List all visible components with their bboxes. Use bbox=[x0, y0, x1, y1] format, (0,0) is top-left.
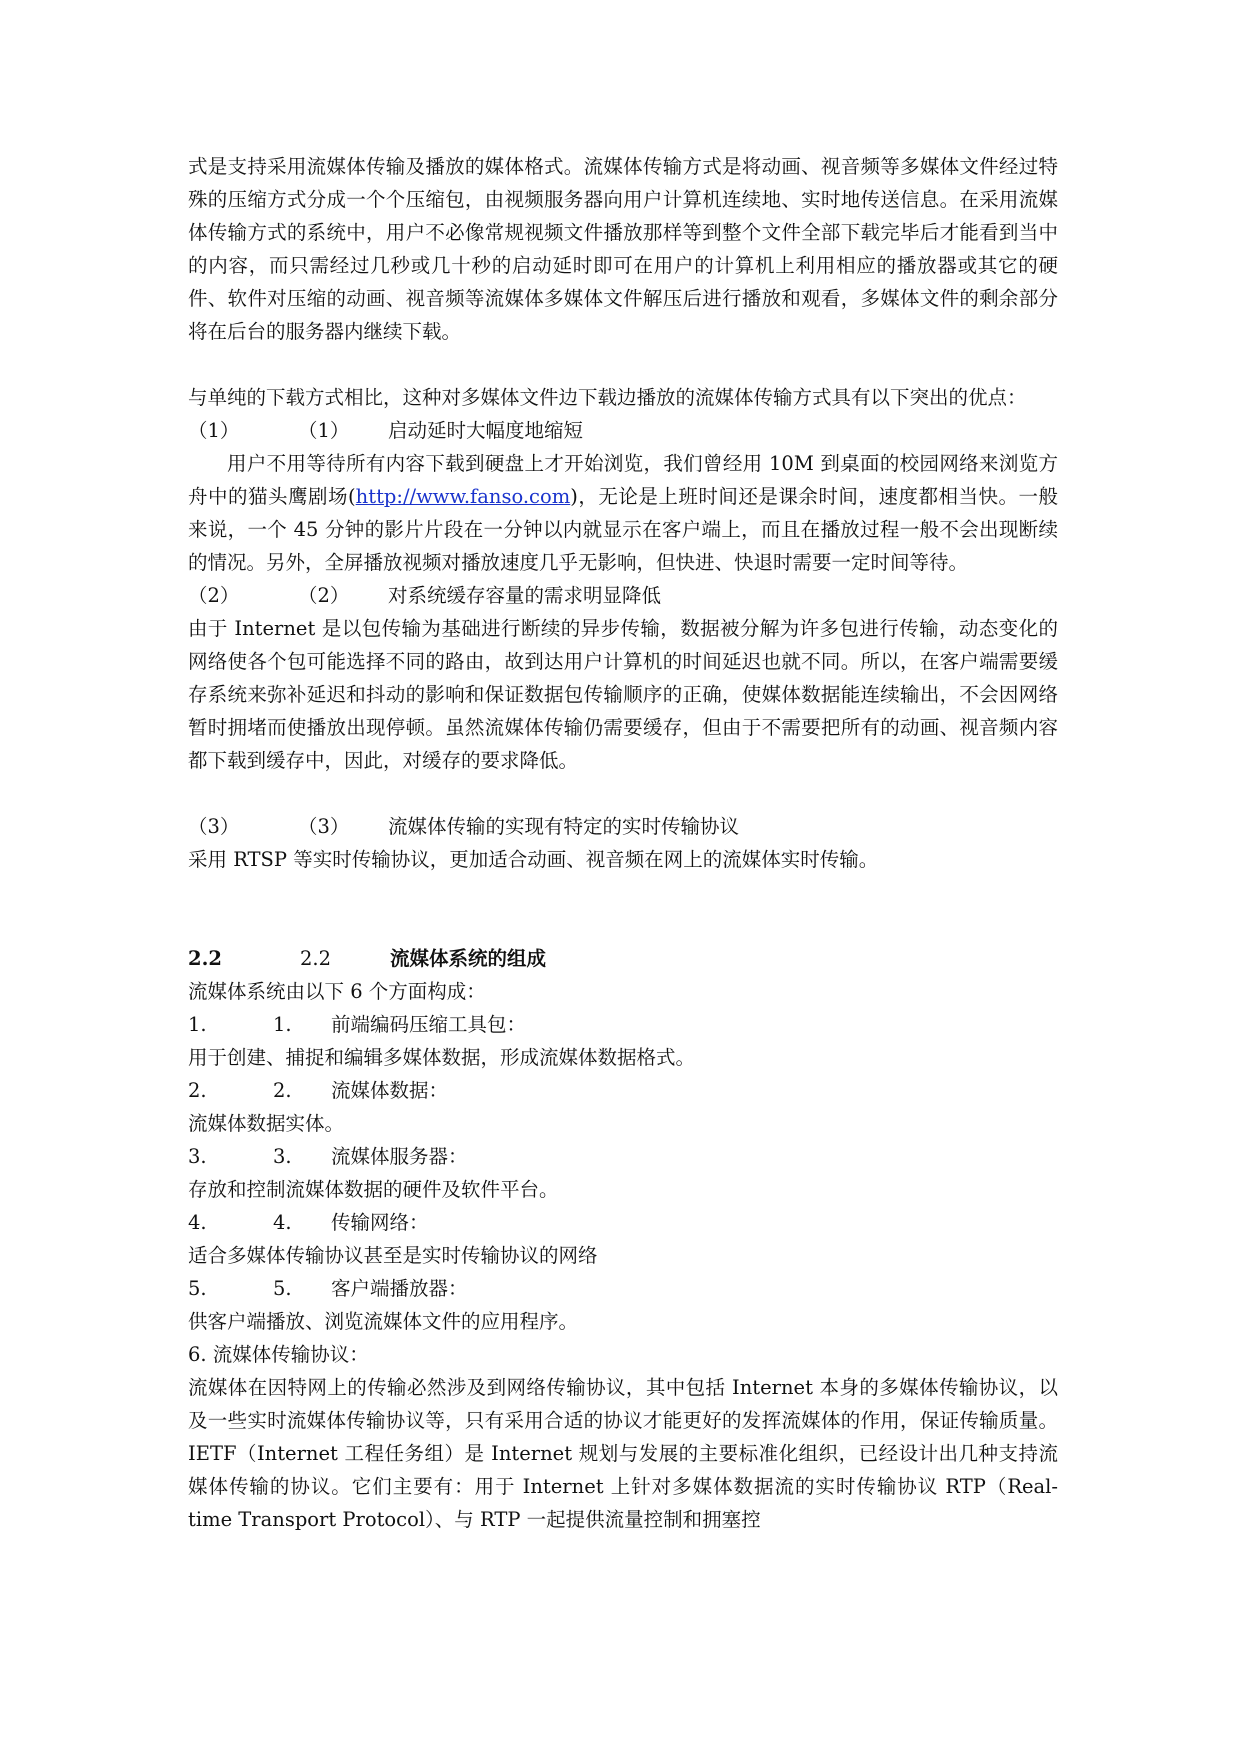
list-number-secondary: （2） bbox=[298, 584, 350, 607]
component-heading-5 bbox=[188, 1272, 1058, 1305]
list-number: 3. bbox=[188, 1145, 207, 1168]
advantage-heading-2 bbox=[188, 579, 1058, 612]
advantage-body-3: 采用 RTSP 等实时传输协议，更加适合动画、视音频在网上的流媒体实时传输。 bbox=[188, 848, 879, 871]
paragraph-streaming-intro: 式是支持采用流媒体传输及播放的媒体格式。流媒体传输方式是将动画、视音频等多媒体文件经过特殊的压缩方式分成一个个压缩包，由视频服务器向用户计算机连续地、实时地传送信息。在采用流媒体传输方式的系统中，用户不必像常规视频文件播放那样等到整个文件全部下载完毕后才能看到当中的内容，而只需经过几秒或几十秒的启动延时即可在用户的计算机上利用相应的播放器或其它的硬件、软件对压缩的动画、视音频等流媒体多媒体文件解压后进行播放和观看，多媒体文件的剩余部分将在后台的服务器内继续下载。 bbox=[188, 155, 1058, 343]
section-intro: 流媒体系统由以下 6 个方面构成： bbox=[188, 980, 486, 1003]
component-body-1: 用于创建、捕捉和编辑多媒体数据，形成流媒体数据格式。 bbox=[188, 1046, 696, 1069]
section-title: 流媒体系统的组成 bbox=[390, 947, 547, 970]
list-number-secondary: 1. bbox=[273, 1013, 292, 1036]
list-number: （3） bbox=[188, 815, 240, 838]
list-number: 1. bbox=[188, 1013, 207, 1036]
list-number: 5. bbox=[188, 1277, 207, 1300]
component-heading-6: 6. 流媒体传输协议： bbox=[188, 1343, 369, 1366]
advantage-title: 启动延时大幅度地缩短 bbox=[388, 419, 584, 442]
component-body-3: 存放和控制流媒体数据的硬件及软件平台。 bbox=[188, 1178, 559, 1201]
component-title: 前端编码压缩工具包： bbox=[331, 1013, 527, 1036]
list-number-secondary: （1） bbox=[298, 419, 350, 442]
component-title: 流媒体服务器： bbox=[331, 1145, 468, 1168]
component-heading-1 bbox=[188, 1008, 1058, 1041]
advantage-heading-1 bbox=[188, 414, 1058, 447]
section-number-secondary: 2.2 bbox=[300, 947, 332, 970]
list-number-secondary: 4. bbox=[273, 1211, 292, 1234]
component-heading-3 bbox=[188, 1140, 1058, 1173]
advantage-body-2: 由于 Internet 是以包传输为基础进行断续的异步传输，数据被分解为许多包进行传输，动态变化的网络使各个包可能选择不同的路由，故到达用户计算机的时间延迟也就不同。所以，在客户端需要缓存系统来弥补延迟和抖动的影响和保证数据包传输顺序的正确，使媒体数据能连续输出，不会因网络暂时拥堵而使播放出现停顿。虽然流媒体传输仍需要缓存，但由于不需要把所有的动画、视音频内容都下载到缓存中，因此，对缓存的要求降低。 bbox=[188, 617, 1058, 772]
list-number-secondary: （3） bbox=[298, 815, 350, 838]
list-number-secondary: 5. bbox=[273, 1277, 292, 1300]
advantage-title: 对系统缓存容量的需求明显降低 bbox=[388, 584, 662, 607]
paragraph-advantages-intro: 与单纯的下载方式相比，这种对多媒体文件边下载边播放的流媒体传输方式具有以下突出的优点： bbox=[188, 386, 1027, 409]
fanso-link[interactable]: http://www.fanso.com bbox=[355, 485, 571, 508]
component-title: 流媒体数据： bbox=[331, 1079, 449, 1102]
section-number: 2.2 bbox=[188, 947, 222, 970]
list-number: 4. bbox=[188, 1211, 207, 1234]
advantage-title: 流媒体传输的实现有特定的实时传输协议 bbox=[388, 815, 740, 838]
component-body-4: 适合多媒体传输协议甚至是实时传输协议的网络 bbox=[188, 1244, 598, 1267]
list-number: 2. bbox=[188, 1079, 207, 1102]
component-title: 传输网络： bbox=[331, 1211, 429, 1234]
list-number: （1） bbox=[188, 419, 240, 442]
component-body-2: 流媒体数据实体。 bbox=[188, 1112, 345, 1135]
component-body-5: 供客户端播放、浏览流媒体文件的应用程序。 bbox=[188, 1310, 579, 1333]
section-heading bbox=[188, 942, 1058, 975]
advantage-heading-3 bbox=[188, 810, 1058, 843]
document-body bbox=[188, 150, 1058, 1536]
component-body-6: 流媒体在因特网上的传输必然涉及到网络传输协议，其中包括 Internet 本身的多媒体传输协议，以及一些实时流媒体传输协议等，只有采用合适的协议才能更好的发挥流媒体的作用，保证传输质量。IETF（Internet 工程任务组）是 Internet 规划与发展的主要标准化组织，已经设计出几种支持流媒体传输的协议。它们主要有：用于 Internet 上针对多媒体数据流的实时传输协议 RTP（Real-time Transport Protocol）、与 RTP 一起提供流量控制和拥塞控 bbox=[188, 1376, 1058, 1531]
component-heading-2 bbox=[188, 1074, 1058, 1107]
list-number-secondary: 2. bbox=[273, 1079, 292, 1102]
advantage-body-1: 用户不用等待所有内容下载到硬盘上才开始浏览，我们曾经用 10M 到桌面的校园网络来浏览方舟中的猫头鹰剧场(http://www.fanso.com)，无论是上班时间还是课余时间，速度都相当快。一般来说，一个 45 分钟的影片片段在一分钟以内就显示在客户端上，而且在播放过程一般不会出现断续的情况。另外，全屏播放视频对播放速度几乎无影响，但快进、快退时需要一定时间等待。 bbox=[188, 452, 1059, 574]
component-heading-4 bbox=[188, 1206, 1058, 1239]
list-number: （2） bbox=[188, 584, 240, 607]
list-number-secondary: 3. bbox=[273, 1145, 292, 1168]
component-title: 客户端播放器： bbox=[331, 1277, 468, 1300]
